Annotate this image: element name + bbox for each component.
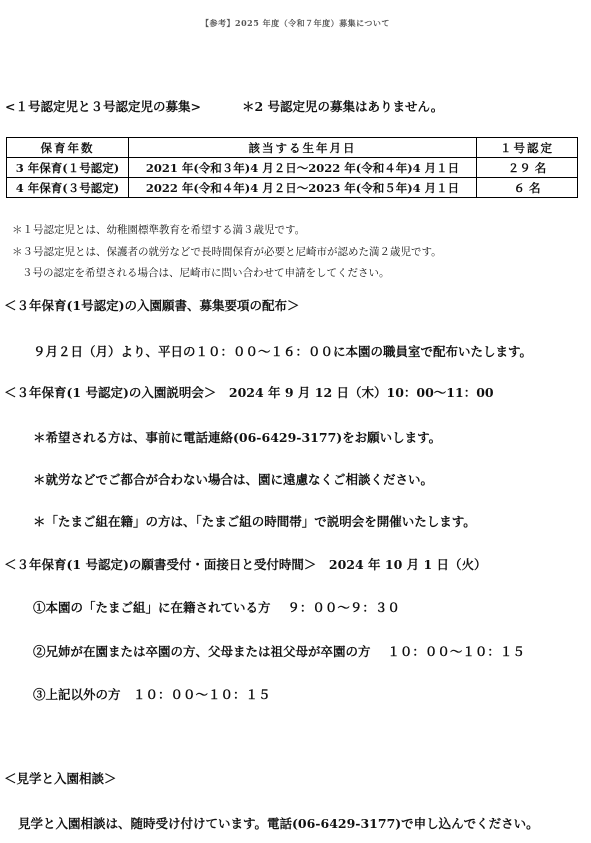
note-line: ＊１号認定児とは、幼稚園標準教育を希望する満３歳児です。 xyxy=(12,224,306,236)
section-heading-briefing: ＜３年保育(1 号認定)の入園説明会＞ 2024 年 9 月 12 日（木）10：00～11：00 xyxy=(4,385,494,400)
table-cell: 3 年保育(１号認定) xyxy=(7,158,129,178)
application-line: ①本園の「たまご組」に在籍されている方 ９：００～９：３０ xyxy=(33,600,400,615)
recruitment-table xyxy=(6,137,578,198)
table-cell: ６ 名 xyxy=(477,178,578,198)
visit-text: 見学と入園相談は、随時受け付けています。電話(06-6429-3177)で申し込んでください。 xyxy=(18,816,539,831)
briefing-line: ＊就労などでご都合が合わない場合は、園に遠慮なくご相談ください。 xyxy=(33,472,434,487)
distribution-text: ９月２日（月）より、平日の１０：００～１６：００に本園の職員室で配布いたします。 xyxy=(33,344,533,359)
section-heading-visit: ＜見学と入園相談＞ xyxy=(4,771,117,786)
table-header-cell: 保育年数 xyxy=(7,138,129,158)
note-line: ３号の認定を希望される場合は、尼崎市に問い合わせて申請をしてください。 xyxy=(22,267,390,279)
note-line: ＊３号認定児とは、保護者の就労などで長時間保育が必要と尼崎市が認めた満２歳児です。 xyxy=(12,246,442,258)
table-header-cell: 該当する生年月日 xyxy=(129,138,477,158)
recruit-heading: <１号認定児と３号認定児の募集> xyxy=(5,99,201,114)
table-header-row xyxy=(7,138,578,158)
table-row xyxy=(7,178,578,198)
table-cell: ２９ 名 xyxy=(477,158,578,178)
table-cell: 2021 年(令和３年)4 月２日～2022 年(令和４年)4 月１日 xyxy=(129,158,477,178)
briefing-line: ＊希望される方は、事前に電話連絡(06-6429-3177)をお願いします。 xyxy=(33,430,442,445)
application-line: ②兄姉が在園または卒園の方、父母または祖父母が卒園の方 １０：００～１０：１５ xyxy=(33,644,525,659)
table-cell: 2022 年(令和４年)4 月２日～2023 年(令和５年)4 月１日 xyxy=(129,178,477,198)
table-header-cell: １号認定 xyxy=(477,138,578,158)
section-heading-distribution: ＜３年保育(1号認定)の入園願書、募集要項の配布＞ xyxy=(4,298,300,313)
section-heading-application: ＜３年保育(1 号認定)の願書受付・面接日と受付時間＞ 2024 年 10 月 1 日（火） xyxy=(4,557,487,572)
table-cell: 4 年保育(３号認定) xyxy=(7,178,129,198)
briefing-line: ＊「たまご組在籍」の方は、「たまご組の時間帯」で説明会を開催いたします。 xyxy=(33,514,476,529)
application-line: ③上記以外の方 １０：００～１０：１５ xyxy=(33,687,271,702)
no-recruit-note: ＊2 号認定児の募集はありません。 xyxy=(242,99,444,114)
page-title: 【参考】2025 年度（令和７年度）募集について xyxy=(201,18,390,28)
table-row xyxy=(7,158,578,178)
